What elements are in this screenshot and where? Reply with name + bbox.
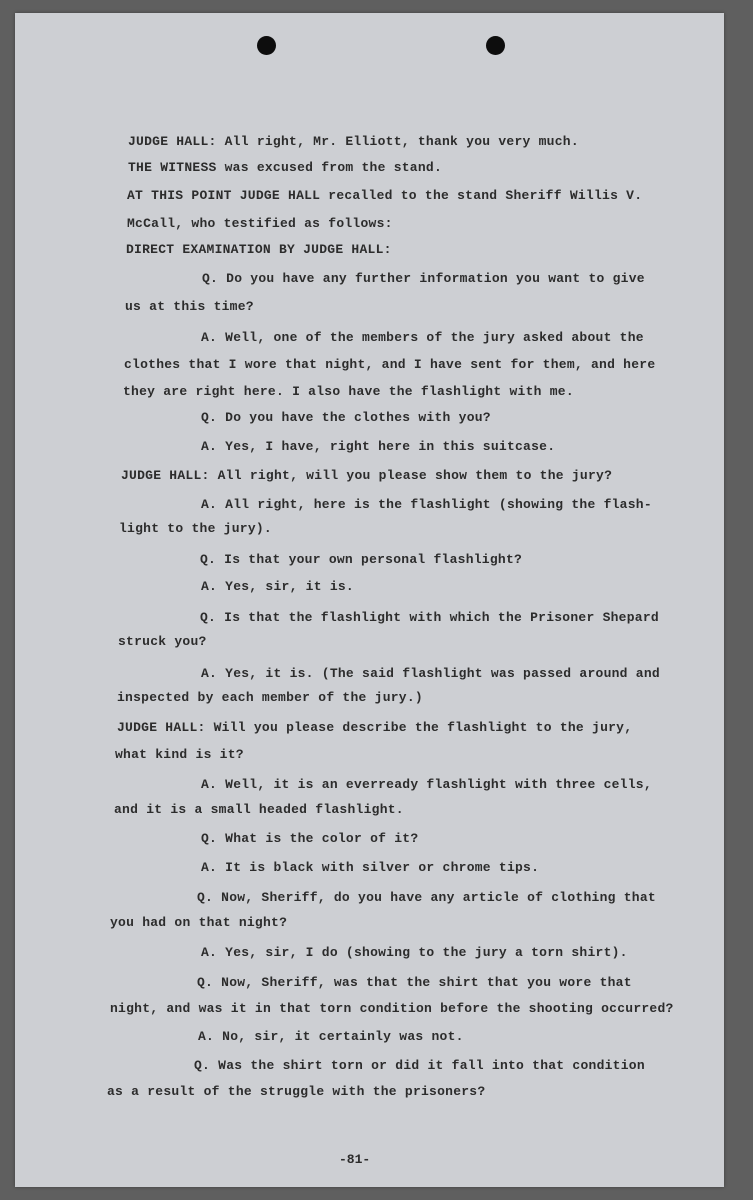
- transcript-line: Q. Do you have any further information you want to give: [202, 271, 645, 286]
- transcript-line: inspected by each member of the jury.): [117, 690, 423, 705]
- transcript-line: A. Well, one of the members of the jury asked about the: [201, 330, 644, 345]
- transcript-line: DIRECT EXAMINATION BY JUDGE HALL:: [126, 242, 392, 257]
- document-page: [15, 13, 724, 1187]
- transcript-line: A. All right, here is the flashlight (showing the flash-: [201, 497, 652, 512]
- transcript-line: they are right here. I also have the flashlight with me.: [123, 384, 574, 399]
- transcript-line: Q. Is that your own personal flashlight?: [200, 552, 523, 567]
- transcript-line: A. Yes, sir, it is.: [201, 579, 354, 594]
- transcript-line: Q. Now, Sheriff, was that the shirt that you wore that: [197, 975, 632, 990]
- transcript-line: clothes that I wore that night, and I have sent for them, and here: [124, 357, 656, 372]
- transcript-line: Q. Do you have the clothes with you?: [201, 410, 491, 425]
- transcript-line: A. It is black with silver or chrome tips.: [201, 860, 540, 875]
- transcript-line: and it is a small headed flashlight.: [114, 802, 404, 817]
- transcript-line: JUDGE HALL: Will you please describe the flashlight to the jury,: [117, 720, 633, 735]
- transcript-line: JUDGE HALL: All right, will you please show them to the jury?: [121, 468, 613, 483]
- transcript-line: A. Yes, it is. (The said flashlight was passed around and: [201, 666, 660, 681]
- transcript-line: Q. Is that the flashlight with which the Prisoner Shepard: [200, 610, 659, 625]
- transcript-line: as a result of the struggle with the prisoners?: [107, 1084, 486, 1099]
- transcript-line: JUDGE HALL: All right, Mr. Elliott, thank you very much.: [128, 134, 579, 149]
- transcript-line: McCall, who testified as follows:: [127, 216, 393, 231]
- transcript-line: you had on that night?: [110, 915, 288, 930]
- transcript-line: struck you?: [118, 634, 207, 649]
- transcript-line: AT THIS POINT JUDGE HALL recalled to the stand Sheriff Willis V.: [127, 188, 643, 203]
- punch-hole-left: [257, 36, 276, 55]
- transcript-line: Q. Was the shirt torn or did it fall into that condition: [194, 1058, 645, 1073]
- transcript-line: Q. Now, Sheriff, do you have any article of clothing that: [197, 890, 656, 905]
- punch-hole-right: [486, 36, 505, 55]
- transcript-line: what kind is it?: [115, 747, 244, 762]
- transcript-line: THE WITNESS was excused from the stand.: [128, 160, 442, 175]
- transcript-line: A. Well, it is an everready flashlight with three cells,: [201, 777, 652, 792]
- page-number: -81-: [339, 1152, 371, 1167]
- transcript-line: us at this time?: [125, 299, 254, 314]
- transcript-line: A. Yes, I have, right here in this suitcase.: [201, 439, 556, 454]
- transcript-line: Q. What is the color of it?: [201, 831, 419, 846]
- transcript-line: A. No, sir, it certainly was not.: [198, 1029, 464, 1044]
- transcript-line: light to the jury).: [119, 521, 272, 536]
- transcript-line: night, and was it in that torn condition before the shooting occurred?: [110, 1001, 674, 1016]
- transcript-line: A. Yes, sir, I do (showing to the jury a torn shirt).: [201, 945, 628, 960]
